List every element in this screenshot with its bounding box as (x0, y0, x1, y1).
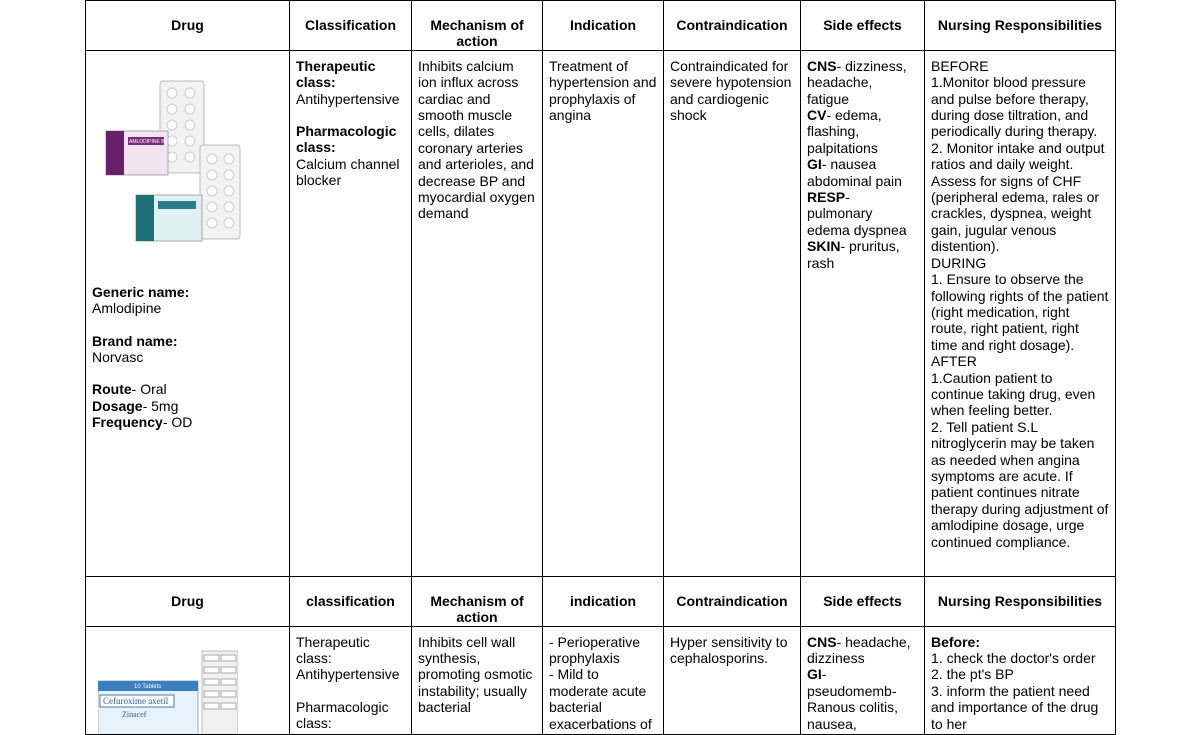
side-effect-item: SKIN- pruritus, rash (807, 238, 900, 271)
frequency-line: Frequency- OD (92, 414, 193, 431)
svg-text:Zinacef: Zinacef (122, 709, 147, 719)
nursing-cell (925, 626, 1116, 734)
therapeutic-class-label: Therapeutic class: (296, 57, 376, 91)
header-drug: Drug (86, 576, 290, 626)
header-side-effects: Side effects (801, 1, 925, 51)
therapeutic-class: Therapeutic class: Antihypertensive (296, 633, 400, 683)
header-mechanism: Mechanism of action (412, 1, 543, 51)
nursing-cell: BEFORE 1.Monitor blood pressure and pulse before therapy, during dose tiltration, and periodically during therapy. 2. Monitor intake and output ratios and daily weight. Assess for signs of CHF (peripheral edema, rales or crackles, dyspnea, weight gain, jugular venous distention). DURING 1. Ensure to observe the following rights of the patient (right medication, right route, right patient, right time and right dosage). AFTER 1.Caution patient to continue taking drug, even when feeling better. 2. Tell patient S.L nitroglycerin may be taken as needed when angina symptoms are acute. If patient continues nitrate therapy during adjustment of amlodipine dosage, urge continued compliance. (925, 50, 1116, 576)
drug-cell (86, 626, 290, 734)
svg-text:AMLODIPINE BESILATE: AMLODIPINE BESILATE (129, 138, 185, 145)
side-effect-item: GI- nausea abdominal pain (807, 156, 902, 189)
indication-cell: Treatment of hypertension and prophylaxis of angina (543, 50, 664, 576)
header-nursing: Nursing Responsibilities (925, 576, 1116, 626)
pharmacologic-class-label: Pharmacologic class: (296, 123, 397, 156)
indication-cell: - Perioperative prophylaxis - Mild to moderate acute bacterial exacerbations of (543, 626, 664, 734)
header-row-2 (86, 576, 1116, 626)
side-effect-item: CV- edema, flashing, palpitations (807, 107, 882, 156)
drug-cell (86, 50, 290, 576)
header-classification: classification (290, 576, 412, 626)
brand-name: Norvasc (92, 349, 144, 366)
drug-row-cefuroxime (86, 626, 1116, 734)
header-mechanism: Mechanism of action (412, 576, 543, 626)
generic-name-label: Generic name: (92, 283, 190, 300)
svg-text:10 Tablets: 10 Tablets (134, 683, 162, 690)
side-effects-cell (801, 50, 925, 576)
nursing-before-label: Before: (931, 633, 981, 650)
drug-info (92, 284, 282, 431)
route-line: Route- Oral (92, 381, 167, 398)
drug-row-amlodipine (86, 50, 1116, 576)
side-effect-item: CNS- dizziness, headache, fatigue (807, 57, 907, 107)
dosage-line: Dosage- 5mg (92, 397, 179, 414)
classification-cell (290, 50, 412, 576)
side-effect-item: RESP- pulmonary edema dyspnea (807, 189, 907, 238)
header-row-1 (86, 1, 1116, 51)
brand-name-label: Brand name: (92, 332, 178, 349)
contraindication-cell: Contraindicated for severe hypotension and cardiogenic shock (664, 50, 801, 576)
generic-name: Amlodipine (92, 300, 162, 317)
header-indication: Indication (543, 1, 664, 51)
cefuroxime-package-image (98, 647, 238, 735)
contraindication-cell: Hyper sensitivity to cephalosporins. (664, 626, 801, 734)
drug-study-table (85, 0, 1116, 735)
side-effect-item: CNS- headache, dizziness (807, 633, 911, 667)
amlodipine-package-image (102, 75, 242, 243)
header-contraindication: Contraindication (664, 576, 801, 626)
pharmacologic-class: Calcium channel blocker (296, 155, 400, 189)
side-effect-item: GI- pseudomemb-Ranous colitis, nausea, (807, 666, 899, 732)
header-indication: indication (543, 576, 664, 626)
header-drug: Drug (86, 1, 290, 51)
side-effects-cell (801, 626, 925, 734)
svg-text:Cefuroxime axetil: Cefuroxime axetil (103, 695, 169, 706)
mechanism-cell: Inhibits cell wall synthesis, promoting osmotic instability; usually bacterial (412, 626, 543, 734)
pharmacologic-class-label: Pharmacologic class: (296, 698, 389, 732)
header-side-effects: Side effects (801, 576, 925, 626)
classification-cell (290, 626, 412, 734)
header-nursing: Nursing Responsibilities (925, 1, 1116, 51)
mechanism-cell: Inhibits calcium ion influx across cardiac and smooth muscle cells, dilates coronary arteries and arterioles, and decrease BP and myocardial oxygen demand (412, 50, 543, 576)
header-classification: Classification (290, 1, 412, 51)
nursing-text: 1. check the doctor's order 2. the pt's BP 3. inform the patient need and importance of the drug to her (931, 650, 1099, 732)
therapeutic-class: Antihypertensive (296, 90, 400, 107)
header-contraindication: Contraindication (664, 1, 801, 51)
